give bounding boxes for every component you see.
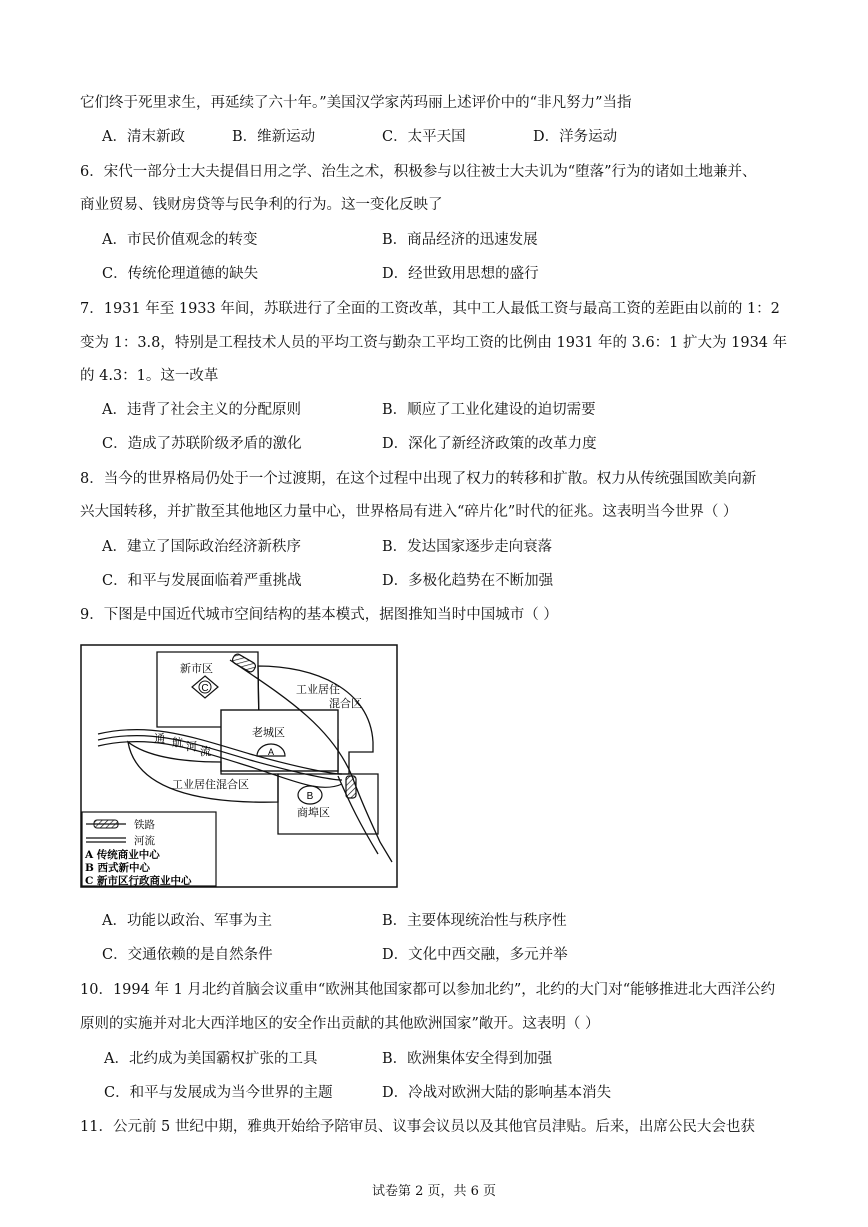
q6-option-a: A．市民价值观念的转变 [102,232,258,248]
page-footer: 试卷第 2 页，共 6 页 [371,1184,497,1199]
railway-station-south [346,776,356,798]
q10-stem-line-1: 10．1994 年 1 月北约首脑会议重申“欧洲其他国家都可以参加北约”，北约的大门对“能够推进北大西洋公约 [80,982,776,998]
q7-option-a: A．违背了社会主义的分配原则 [102,402,301,418]
q6-stem-line-1: 6．宋代一部分士大夫提倡日用之学、治生之术，积极参与以往被士大夫讥为“堕落”行为的诸如土地兼并、 [80,164,757,180]
q10-stem-line-2: 原则的实施并对北大西洋地区的安全作出贡献的其他欧洲国家”敞开。这表明（ ） [80,1016,600,1032]
q8-option-a: A．建立了国际政治经济新秩序 [102,539,301,555]
port-district-label: 商埠区 [297,806,330,819]
q10-option-d: D．冷战对欧洲大陆的影响基本消失 [382,1085,612,1101]
legend-rail-label: 铁路 [134,819,155,831]
q9-option-a: A．功能以政治、军事为主 [102,913,272,929]
q8-stem-line-1: 8．当今的世界格局仍处于一个过渡期，在这个过程中出现了权力的转移和扩散。权力从传统强国欧美向新 [80,471,757,487]
canal-label-4: 流 [200,745,211,758]
q7-option-c: C．造成了苏联阶级矛盾的激化 [102,436,302,452]
q5-option-c: C．太平天国 [382,129,466,145]
q6-option-b: B．商品经济的迅速发展 [382,232,538,248]
q9-option-b: B．主要体现统治性与秩序性 [382,913,567,929]
q10-option-a: A．北约成为美国霸权扩张的工具 [104,1051,318,1067]
q11-stem-line: 11．公元前 5 世纪中期，雅典开始给予陪审员、议事会议员以及其他官员津贴。后来，出席公民大会也获 [80,1119,755,1135]
canal-label-1: 通 [154,732,165,745]
q7-stem-line-1: 7．1931 年至 1933 年间，苏联进行了全面的工资改革，其中工人最低工资与最高工资的差距由以前的 1：2 [80,301,780,317]
q5-text-line: 它们终于死里求生，再延续了六十年。”美国汉学家芮玛丽上述评价中的“非凡努力”当指 [80,95,632,111]
q5-option-a: A．清末新政 [102,129,185,145]
q9-stem-line: 9．下图是中国近代城市空间结构的基本模式，据图推知当时中国城市（ ） [80,607,558,623]
q8-stem-line-2: 兴大国转移，并扩散至其他地区力量中心，世界格局有进入“碎片化”时代的征兆。这表明当今世界（ ） [80,504,738,520]
legend-river-label: 河流 [134,835,155,847]
left-industrial-label: 工业居住混合区 [172,778,249,791]
q10-option-c: C．和平与发展成为当今世界的主题 [104,1085,333,1101]
q7-stem-line-3: 的 4.3：1。这一改革 [80,368,219,384]
marker-c-label: C [201,683,209,694]
marker-a-label: A [267,747,275,757]
q6-option-c: C．传统伦理道德的缺失 [102,266,259,282]
old-city-label: 老城区 [252,726,285,739]
right-industrial-label-2: 混合区 [329,697,362,710]
legend-b-label: B 西式新中心 [85,862,151,874]
q6-option-d: D．经世致用思想的盛行 [382,266,539,282]
canal-label-2: 航 [172,736,183,749]
q9-option-c: C．交通依赖的是自然条件 [102,947,273,963]
q8-option-d: D．多极化趋势在不断加强 [382,573,554,589]
q7-option-d: D．深化了新经济政策的改革力度 [382,436,597,452]
legend-rail-symbol [94,820,118,828]
canal-label-3: 河 [186,740,197,753]
q5-option-d: D．洋务运动 [533,129,618,145]
q7-stem-line-2: 变为 1：3.8，特别是工程技术人员的平均工资与勤杂工平均工资的比例由 1931 年的 3.6：1 扩大为 1934 年 [80,335,788,351]
q7-option-b: B．顺应了工业化建设的迫切需要 [382,402,596,418]
q5-option-b: B．维新运动 [232,129,316,145]
legend-c-label: C 新市区行政商业中心 [85,875,192,887]
q8-option-b: B．发达国家逐步走向衰落 [382,539,553,555]
q6-stem-line-2: 商业贸易、钱财房贷等与民争利的行为。这一变化反映了 [80,197,443,213]
marker-b-label: B [306,791,314,802]
legend-a-label: A 传统商业中心 [85,849,160,861]
city-structure-map [80,644,398,888]
new-district-label: 新市区 [180,662,213,675]
q10-option-b: B．欧洲集体安全得到加强 [382,1051,553,1067]
q8-option-c: C．和平与发展面临着严重挑战 [102,573,302,589]
q9-option-d: D．文化中西交融，多元并举 [382,947,568,963]
right-industrial-label-1: 工业居住 [296,683,340,696]
